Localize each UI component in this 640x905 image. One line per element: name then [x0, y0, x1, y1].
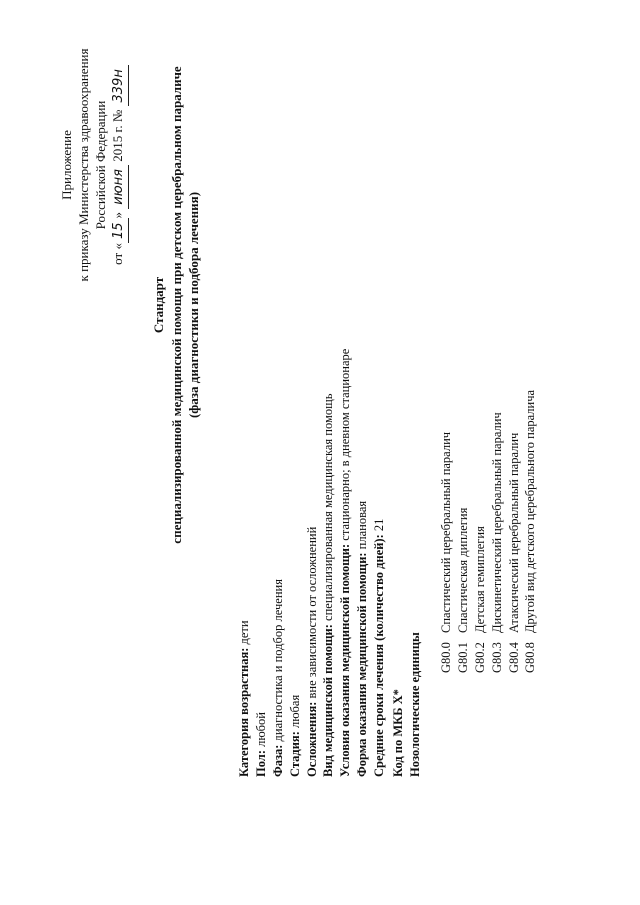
param-row — [371, 349, 388, 777]
list-item — [438, 390, 455, 673]
param-value: диагностика и подбор лечения — [270, 579, 285, 745]
icd-code: G80.4 — [506, 642, 521, 673]
date-mid: » — [110, 212, 126, 219]
diagnosis-name: Спастическая диплегия — [455, 507, 470, 633]
number-sign: № — [110, 109, 126, 123]
date-year: 2015 г. — [110, 125, 126, 162]
param-label: Пол: — [253, 750, 268, 777]
order-number: 339н — [110, 65, 128, 106]
icd-code: G80.1 — [455, 642, 470, 673]
appendix-date-line — [109, 15, 128, 315]
param-label: Условия оказания медицинской помощи: — [338, 543, 353, 777]
param-label: Вид медицинской помощи: — [321, 624, 336, 777]
document-title — [150, 25, 203, 585]
nosology-label: Нозологические единицы — [407, 632, 422, 777]
title-line-3: (фаза диагностики и подбора лечения) — [186, 191, 202, 419]
list-item — [472, 390, 489, 673]
icd-code: G80.0 — [439, 642, 453, 673]
diagnosis-name: Атаксический церебральный паралич — [506, 432, 521, 633]
param-row — [270, 349, 287, 777]
appendix-title: Приложение — [59, 130, 74, 200]
param-row — [320, 349, 337, 777]
param-value: любой — [253, 712, 268, 751]
param-value: любая — [287, 694, 302, 732]
diagnosis-name: Другой вид детского церебрального паралича — [523, 389, 538, 633]
icd-code-list — [438, 390, 539, 673]
param-label: Категория возрастная: — [237, 647, 251, 777]
appendix-header — [58, 15, 129, 315]
param-label: Стадия: — [287, 731, 302, 777]
param-row — [287, 349, 304, 777]
param-label: Форма оказания медицинской помощи: — [355, 552, 370, 777]
standard-parameters — [236, 349, 388, 777]
param-row — [354, 349, 371, 777]
param-row — [253, 349, 270, 777]
title-line-2: специализированной медицинской помощи при детском церебральном параличе — [168, 66, 184, 544]
date-month: июня — [110, 165, 128, 209]
icd-label: Код по МКБ X* — [391, 689, 405, 777]
param-row — [236, 349, 253, 777]
param-label: Осложнения: — [304, 701, 319, 777]
list-item — [506, 390, 523, 673]
list-item — [522, 390, 539, 673]
param-label: Средние сроки лечения (количество дней): — [372, 534, 386, 777]
param-label: Фаза: — [270, 744, 285, 777]
icd-section — [390, 632, 424, 777]
param-value: стационарно; в дневном стационаре — [338, 348, 353, 544]
param-value: 21 — [372, 518, 386, 535]
date-prefix: от « — [110, 243, 126, 265]
diagnosis-name: Дискинетический церебральный паралич — [489, 412, 504, 633]
param-value: специализированная медицинская помощь — [321, 393, 336, 625]
title-line-1: Стандарт — [151, 276, 166, 334]
diagnosis-name: Детская гемиплегия — [472, 526, 487, 633]
icd-code: G80.3 — [489, 642, 504, 673]
param-row — [304, 349, 321, 777]
list-item — [489, 390, 506, 673]
list-item — [455, 390, 472, 673]
icd-code: G80.8 — [523, 642, 538, 673]
icd-code: G80.2 — [472, 642, 487, 673]
appendix-order-line: к приказу Министерства здравоохранения — [76, 48, 92, 282]
appendix-federation-line: Российской Федерации — [93, 100, 109, 230]
param-value: вне зависимости от осложнений — [304, 526, 319, 702]
date-day: 15 — [110, 219, 128, 244]
param-row — [337, 349, 354, 777]
param-value: плановая — [355, 500, 370, 553]
param-value: дети — [237, 620, 251, 648]
diagnosis-name: Спастический церебральный паралич — [439, 431, 453, 633]
